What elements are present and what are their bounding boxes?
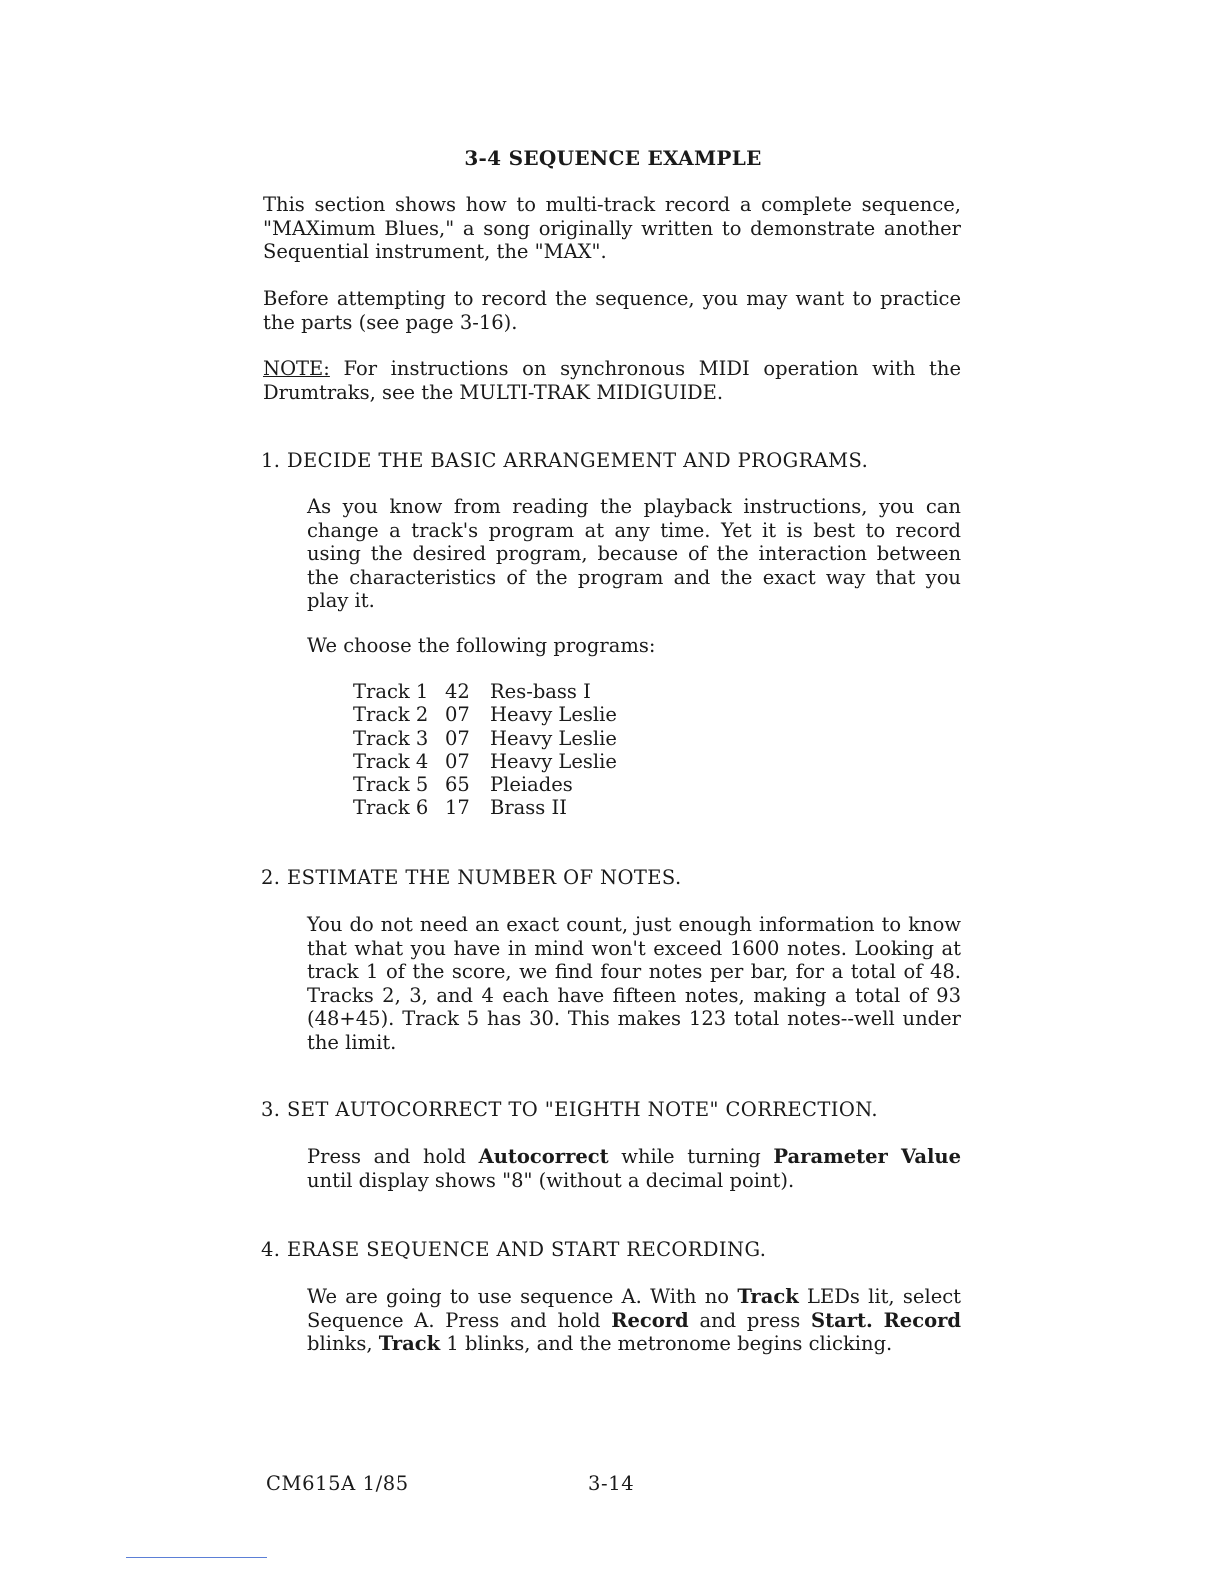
program-name: Heavy Leslie: [490, 749, 617, 773]
text-run: LEDs lit, select Sequence A. Press and hold: [307, 1285, 961, 1332]
step-4-heading: 4. ERASE SEQUENCE AND START RECORDING.: [261, 1238, 767, 1261]
table-row: [353, 680, 617, 703]
text-run: 1 blinks, and the metronome begins clicking.: [440, 1332, 893, 1355]
track-label: Track 6: [353, 796, 429, 820]
note-label: NOTE:: [263, 357, 330, 380]
track-label: Track 1: [353, 680, 429, 703]
track-label: Track 2: [353, 703, 429, 727]
program-name: Brass II: [490, 796, 567, 820]
program-number: 42: [445, 680, 470, 703]
record-key-label: Record: [883, 1308, 961, 1332]
program-name: Res-bass I: [490, 680, 591, 703]
table-row: [353, 727, 617, 750]
program-table: [353, 680, 617, 820]
program-number: 65: [445, 773, 470, 797]
text-run: Press and hold: [307, 1145, 479, 1168]
track-label: Track 5: [353, 773, 429, 797]
text-run: We are going to use sequence A. With no: [307, 1285, 738, 1308]
intro-paragraph-2: Before attempting to record the sequence, you may want to practice the parts (see page 3-16).: [263, 287, 961, 334]
note-text: For instructions on synchronous MIDI operation with the Drumtraks, see the MULTI-TRAK MIDIGUIDE.: [263, 357, 961, 404]
step-2-heading: 2. ESTIMATE THE NUMBER OF NOTES.: [261, 866, 682, 889]
note-paragraph: [263, 357, 961, 404]
divider: [126, 1557, 267, 1558]
program-name: Pleiades: [490, 773, 573, 797]
intro-paragraph-1: This section shows how to multi-track record a complete sequence, "MAXimum Blues," a song originally written to demonstrate another Sequential instrument, the "MAX".: [263, 193, 961, 263]
autocorrect-key-label: Autocorrect: [478, 1145, 609, 1168]
section-title: 3-4 SEQUENCE EXAMPLE: [464, 146, 762, 170]
footer-doc-code: CM615A 1/85: [266, 1472, 409, 1495]
program-number: 07: [445, 703, 470, 727]
step-4-paragraph: [307, 1285, 961, 1356]
program-number: 17: [445, 796, 470, 820]
program-name: Heavy Leslie: [490, 703, 617, 727]
program-name: Heavy Leslie: [490, 726, 617, 750]
table-row: [353, 750, 617, 773]
text-run: [873, 1309, 884, 1332]
step-3-heading: 3. SET AUTOCORRECT TO "EIGHTH NOTE" CORRECTION.: [261, 1098, 879, 1121]
text-run: until display shows "8" (without a decimal point).: [307, 1168, 795, 1192]
parameter-value-key-label: Parameter Value: [773, 1145, 961, 1168]
text-run: and press: [688, 1308, 812, 1332]
text-run: blinks,: [307, 1332, 379, 1355]
track-key-label: Track: [737, 1285, 799, 1308]
step-3-paragraph: [307, 1145, 961, 1192]
program-number: 07: [445, 749, 470, 773]
step-1-programs-intro: We choose the following programs:: [307, 634, 656, 657]
record-key-label: Record: [611, 1308, 689, 1332]
footer-page-number: 3-14: [588, 1472, 635, 1495]
table-row: [353, 796, 617, 819]
start-key-label: Start.: [811, 1308, 873, 1332]
step-2-paragraph: You do not need an exact count, just enough information to know that what you have in mind won't exceed 1600 notes. Looking at track 1 of the score, we find four notes per bar, for a total of 48. Tracks 2, 3, and 4 each have fifteen notes, making a total of 93 (48+45). Track 5 has 30. This makes 123 total notes--well under the limit.: [307, 913, 961, 1054]
program-number: 07: [445, 726, 470, 750]
track-label: Track 3: [353, 726, 429, 750]
table-row: [353, 703, 617, 726]
text-run: while turning: [608, 1145, 774, 1168]
step-1-heading: 1. DECIDE THE BASIC ARRANGEMENT AND PROGRAMS.: [261, 449, 869, 472]
track-label: Track 4: [353, 749, 429, 773]
table-row: [353, 773, 617, 796]
step-1-paragraph: As you know from reading the playback instructions, you can change a track's program at any time. Yet it is best to record using the desired program, because of the interaction between the characteristics of the program and the exact way that you play it.: [307, 495, 961, 612]
track-key-label: Track: [378, 1332, 441, 1355]
